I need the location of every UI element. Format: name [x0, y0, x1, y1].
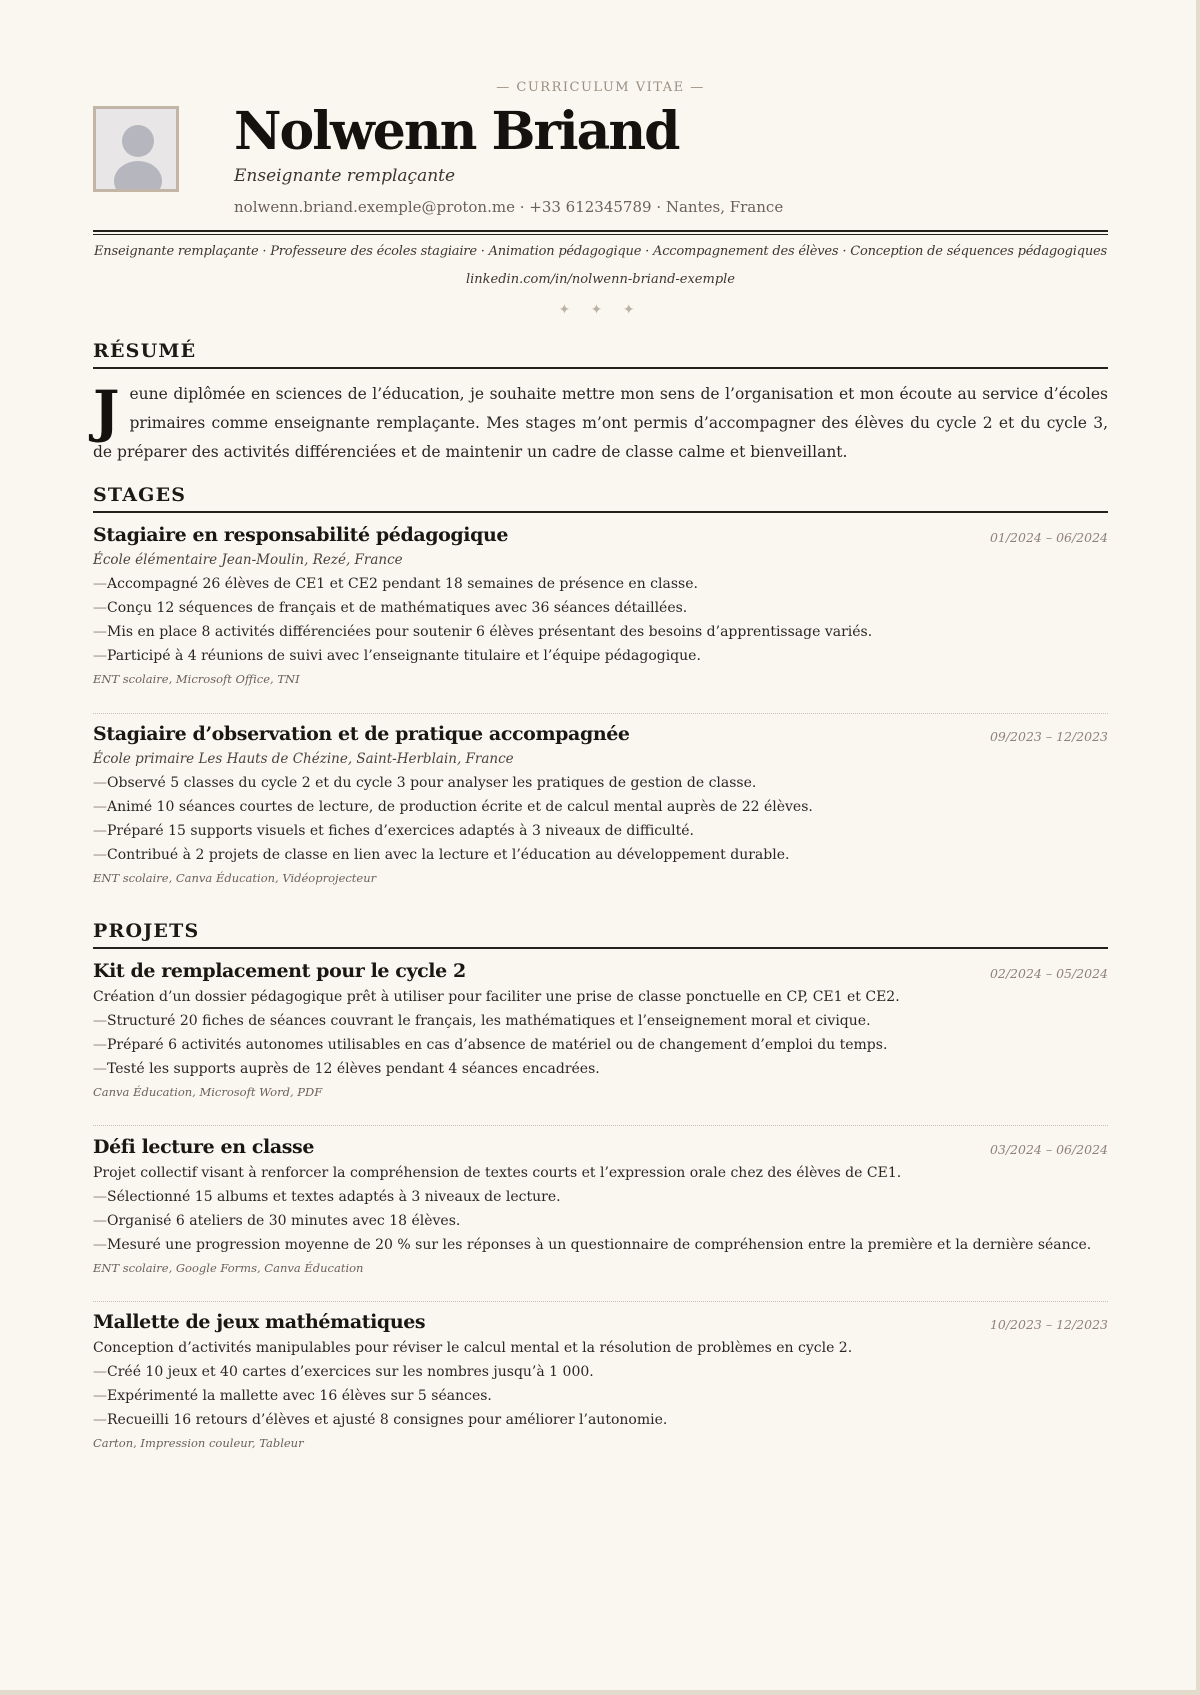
header-rule-thin: [93, 234, 1108, 235]
dash-marker: —: [93, 799, 107, 815]
bullet-item: [93, 648, 1108, 664]
entry-tools: ENT scolaire, Canva Éducation, Vidéoprojecteur: [93, 871, 377, 885]
bullet-item: [93, 1213, 1108, 1229]
entry-separator: [93, 713, 1108, 714]
ornament-divider: ✦ ✦ ✦: [558, 302, 643, 318]
section-title: RÉSUMÉ: [93, 340, 1108, 369]
dash-marker: —: [93, 1061, 107, 1077]
section-title: PROJETS: [93, 920, 1108, 949]
entry-date: 10/2023 – 12/2023: [989, 1317, 1108, 1332]
dash-marker: —: [93, 847, 107, 863]
dash-marker: —: [93, 775, 107, 791]
linkedin-link[interactable]: linkedin.com/in/nolwenn-briand-exemple: [465, 272, 736, 287]
section-stages: [93, 484, 1108, 513]
bullet-text: Observé 5 classes du cycle 2 et du cycle 3 pour analyser les pratiques de gestion de classe.: [107, 775, 757, 791]
bullet-item: [93, 624, 1108, 640]
project-entry: [93, 960, 1108, 1099]
dash-marker: —: [93, 1364, 107, 1380]
bullet-text: Créé 10 jeux et 40 cartes d’exercices sur les nombres jusqu’à 1 000.: [107, 1364, 594, 1380]
summary-text: [93, 380, 1108, 467]
bullet-text: Participé à 4 réunions de suivi avec l’enseignante titulaire et l’équipe pédagogique.: [107, 648, 701, 664]
bullet-text: Conçu 12 séquences de français et de mathématiques avec 36 séances détaillées.: [107, 600, 688, 616]
stage-entry: [93, 524, 1108, 686]
bullet-text: Expérimenté la mallette avec 16 élèves sur 5 séances.: [107, 1388, 492, 1404]
profile-photo-placeholder: [93, 106, 179, 192]
project-entry: [93, 1311, 1108, 1450]
entry-separator: [93, 1125, 1108, 1126]
bullet-text: Contribué à 2 projets de classe en lien avec la lecture et l’éducation au développement durable.: [107, 847, 790, 863]
entry-date: 01/2024 – 06/2024: [989, 530, 1108, 545]
entry-tools: Canva Éducation, Microsoft Word, PDF: [93, 1085, 323, 1099]
dash-marker: —: [93, 1189, 107, 1205]
entry-date: 02/2024 – 05/2024: [989, 966, 1108, 981]
entry-description: Projet collectif visant à renforcer la compréhension de textes courts et l’expression orale chez des élèves de CE1.: [93, 1165, 902, 1181]
dash-marker: —: [93, 823, 107, 839]
entry-tools: Carton, Impression couleur, Tableur: [93, 1436, 304, 1450]
bullet-item: [93, 1364, 1108, 1380]
section-title: STAGES: [93, 484, 1108, 513]
bullet-text: Organisé 6 ateliers de 30 minutes avec 18 élèves.: [107, 1213, 461, 1229]
bullet-item: [93, 1388, 1108, 1404]
cv-kicker: — CURRICULUM VITAE —: [496, 80, 705, 95]
bullet-text: Mesuré une progression moyenne de 20 % sur les réponses à un questionnaire de compréhension entre la première et la dernière séance.: [107, 1237, 1092, 1253]
bullet-text: Animé 10 séances courtes de lecture, de production écrite et de calcul mental auprès de 22 élèves.: [107, 799, 813, 815]
section-projects: [93, 920, 1108, 949]
entry-description: Création d’un dossier pédagogique prêt à utiliser pour faciliter une prise de classe ponctuelle en CP, CE1 et CE2.: [93, 989, 900, 1005]
section-summary: [93, 340, 1108, 369]
entry-tools: ENT scolaire, Microsoft Office, TNI: [93, 672, 300, 686]
stage-entry: [93, 723, 1108, 885]
bullet-item: [93, 1189, 1108, 1205]
entry-title: Défi lecture en classe: [93, 1136, 315, 1158]
summary-dropcap: J: [93, 379, 120, 445]
profile-tags: Enseignante remplaçante · Professeure des écoles stagiaire · Animation pédagogique · Accompagnement des élèves · Conception de séquences pédagogiques: [94, 244, 1107, 259]
bullet-item: [93, 847, 1108, 863]
bullet-item: [93, 1061, 1108, 1077]
dash-marker: —: [93, 1013, 107, 1029]
bullet-item: [93, 1013, 1108, 1029]
entry-title: Stagiaire en responsabilité pédagogique: [93, 524, 509, 546]
dash-marker: —: [93, 1037, 107, 1053]
bullet-text: Testé les supports auprès de 12 élèves pendant 4 séances encadrées.: [107, 1061, 600, 1077]
entry-title: Stagiaire d’observation et de pratique accompagnée: [93, 723, 630, 745]
bullet-text: Recueilli 16 retours d’élèves et ajusté 8 consignes pour améliorer l’autonomie.: [107, 1412, 668, 1428]
bullet-item: [93, 823, 1108, 839]
entry-title: Mallette de jeux mathématiques: [93, 1311, 426, 1333]
avatar-body-icon: [114, 161, 162, 189]
dash-marker: —: [93, 576, 107, 592]
dash-marker: —: [93, 1388, 107, 1404]
bullet-text: Accompagné 26 élèves de CE1 et CE2 pendant 18 semaines de présence en classe.: [107, 576, 698, 592]
bullet-item: [93, 1037, 1108, 1053]
entry-organization: École élémentaire Jean-Moulin, Rezé, France: [93, 552, 403, 568]
bullet-item: [93, 1412, 1108, 1428]
avatar-head-icon: [122, 125, 154, 157]
dash-marker: —: [93, 624, 107, 640]
entry-description: Conception d’activités manipulables pour réviser le calcul mental et la résolution de problèmes en cycle 2.: [93, 1340, 853, 1356]
candidate-role: Enseignante remplaçante: [234, 166, 456, 186]
dash-marker: —: [93, 1412, 107, 1428]
dash-marker: —: [93, 648, 107, 664]
dash-marker: —: [93, 1237, 107, 1253]
entry-tools: ENT scolaire, Google Forms, Canva Éducation: [93, 1261, 364, 1275]
bullet-item: [93, 576, 1108, 592]
summary-body: eune diplômée en sciences de l’éducation, je souhaite mettre mon sens de l’organisation et mon écoute au service d’écoles primaires comme enseignante remplaçante. Mes stages m’ont permis d’accompagner des élèves du cycle 2 et du cycle 3, de préparer des activités différenciées et de maintenir un cadre de classe calme et bienveillant.: [93, 385, 1108, 461]
bullet-item: [93, 799, 1108, 815]
entry-separator: [93, 1301, 1108, 1302]
entry-date: 09/2023 – 12/2023: [989, 729, 1108, 744]
entry-title: Kit de remplacement pour le cycle 2: [93, 960, 466, 982]
project-entry: [93, 1136, 1108, 1275]
bullet-item: [93, 775, 1108, 791]
entry-organization: École primaire Les Hauts de Chézine, Saint-Herblain, France: [93, 751, 514, 767]
header-rule-thick: [93, 230, 1108, 232]
contact-line: nolwenn.briand.exemple@proton.me · +33 612345789 · Nantes, France: [234, 198, 784, 216]
bullet-item: [93, 600, 1108, 616]
dash-marker: —: [93, 1213, 107, 1229]
candidate-name: Nolwenn Briand: [234, 101, 679, 162]
dash-marker: —: [93, 600, 107, 616]
bullet-item: [93, 1237, 1108, 1253]
bullet-text: Préparé 6 activités autonomes utilisables en cas d’absence de matériel ou de changement d’emploi du temps.: [107, 1037, 888, 1053]
entry-date: 03/2024 – 06/2024: [989, 1142, 1108, 1157]
bullet-text: Structuré 20 fiches de séances couvrant le français, les mathématiques et l’enseignement moral et civique.: [107, 1013, 871, 1029]
bullet-text: Préparé 15 supports visuels et fiches d’exercices adaptés à 3 niveaux de difficulté.: [107, 823, 694, 839]
bullet-text: Sélectionné 15 albums et textes adaptés à 3 niveaux de lecture.: [107, 1189, 561, 1205]
bullet-text: Mis en place 8 activités différenciées pour soutenir 6 élèves présentant des besoins d’apprentissage variés.: [107, 624, 873, 640]
